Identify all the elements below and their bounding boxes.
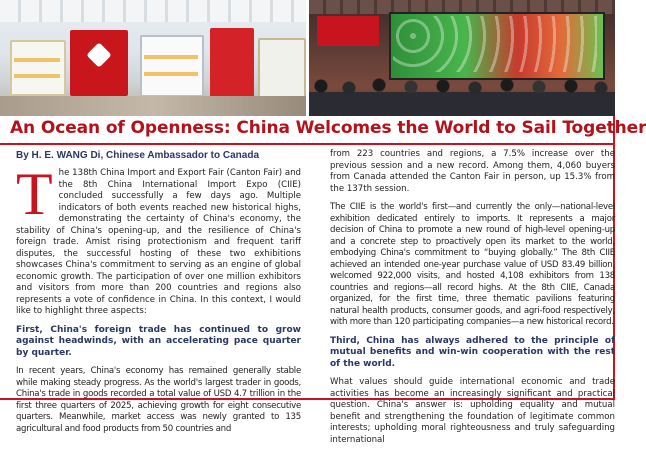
- photo-strip: [0, 0, 615, 116]
- visitor-crowd: [309, 78, 615, 116]
- headline-rule: [0, 143, 615, 145]
- exhibition-booth: [258, 38, 306, 98]
- article-headline: An Ocean of Openness: China Welcomes the World to Sail Together: [10, 118, 646, 138]
- point-one-paragraph: In recent years, China's economy has remained generally stable while making steady progress. As the world's largest trader in goods, China's trade in goods recorded a total value of USD 4.7 trillion in the first three quarters of 2025, achieving growth for eight consecutive quarters. Meanwhile, market access was newly granted to 135 agricultural and food products from 50 countries and: [16, 366, 301, 434]
- red-banner: [317, 16, 379, 46]
- right-column: [330, 149, 615, 453]
- ciie-paragraph: The CIIE is the world's first—and currently the only—national-level exhibition dedicated entirely to imports. It represents a major decision of China to promote a new round of high-level opening-up and a concrete step to proactively open its market to the world, embodying China's commitment to “buying globally.” The 8th CIIE achieved an intended one-year purchase value of USD 83.49 billion, welcomed 922,000 visits, and hosted 4,108 exhibitors from 138 countries and regions—all record highs. At the 8th CIIE, Canada organized, for the first time, three thematic pavilions featuring natural health products, consumer goods, and agri-food respectively, with more than 120 participating companies—a new historical record.: [330, 202, 615, 327]
- point-one-heading: First, China's foreign trade has continued to grow against headwinds, with an accelerating pace quarter by quarter.: [16, 324, 301, 358]
- left-column: [16, 149, 301, 442]
- drop-cap: T: [16, 161, 53, 227]
- canton-fair-continuation: from 223 countries and regions, a 7.5% increase over the previous session and a new record. Among them, 4,060 buyers from Canada attended the Canton Fair in person, up 15.3% from the 137th session.: [330, 149, 615, 194]
- product-shelf: [14, 74, 60, 78]
- ciie-photo: [309, 0, 615, 116]
- exhibition-booth: [10, 40, 66, 96]
- intro-paragraph: [16, 161, 301, 318]
- exhibition-booth: [210, 28, 254, 98]
- exhibition-booth: [140, 35, 204, 97]
- product-shelf: [14, 58, 60, 62]
- point-three-heading: Third, China has always adhered to the principle of mutual benefits and win-win cooperation with the rest of the world.: [330, 335, 615, 369]
- canton-fair-photo: [0, 0, 306, 116]
- point-three-paragraph: What values should guide international economic and trade activities has become an increasingly significant and practical question. China's answer is: upholding equality and mutual benefit and strengthening the foundation of legitimate common interests; upholding moral righteousness and truly safeguarding international: [330, 377, 615, 445]
- product-shelf: [144, 72, 198, 76]
- ceiling-lights: [0, 0, 306, 22]
- byline: By H. E. WANG Di, Chinese Ambassador to Canada: [16, 150, 260, 161]
- intro-text: he 138th China Import and Export Fair (Canton Fair) and the 8th China International Import Expo (CIIE) concluded successfully a few days ago. Multiple indicators of both events reached new historical highs, demonstrating the certainty of China's economy, the stability of China's opening-up, and the resilience of China's foreign trade. Amist rising protectionism and frequent tariff disputes, the successful hosting of these two exhibitions showcases China's commitment to serving as an engine of global economic growth. The participation of over one million exhibitors and visitors from more than 200 countries and regions also represents a vote of confidence in China. In this context, I would like to highlight three aspects:: [16, 168, 301, 316]
- screen-graphics: [393, 16, 597, 72]
- product-shelf: [144, 55, 198, 59]
- hall-floor: [0, 96, 306, 116]
